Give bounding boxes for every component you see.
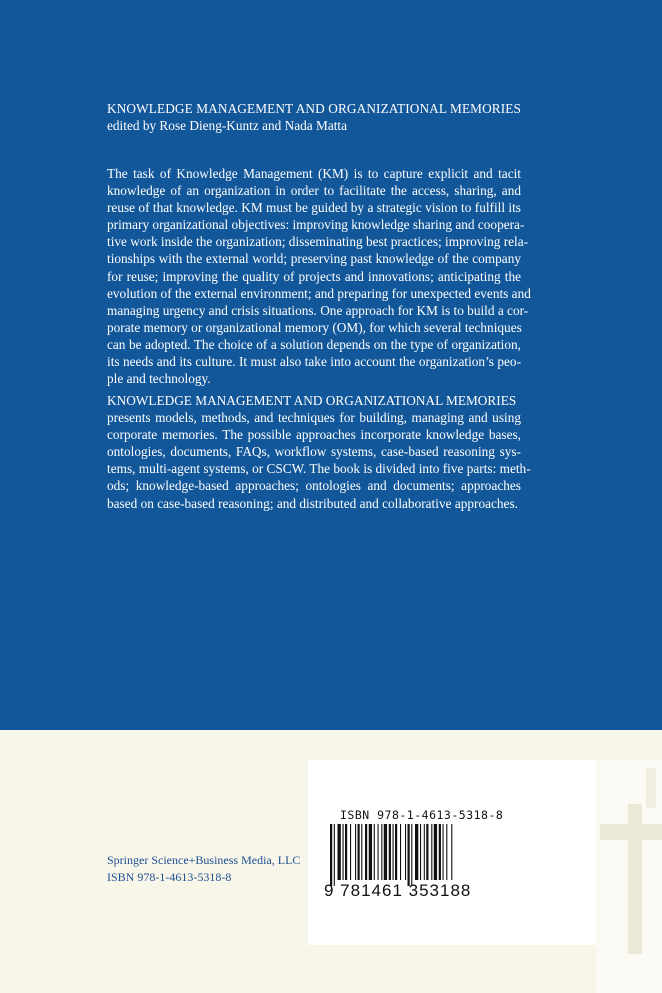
barcode-bar — [361, 824, 362, 880]
paragraph-line: porate memory or organizational memory (OM), for which several techniques — [107, 319, 522, 335]
barcode-bar — [400, 824, 401, 880]
barcode-bar — [405, 824, 406, 880]
paragraph-line: tive work inside the organization; disseminating best practices; improving rela- — [107, 234, 529, 250]
paragraph-line: The task of Knowledge Management (KM) is to capture explicit and tacit — [107, 166, 521, 181]
paragraph-line: KNOWLEDGE MANAGEMENT AND ORGANIZATIONAL MEMORIES — [107, 393, 517, 408]
barcode-bar — [434, 824, 437, 880]
paragraph-line: ontologies, documents, FAQs, workflow systems, case-based reasoning sys- — [107, 444, 521, 460]
barcode-bar — [443, 824, 444, 880]
paragraph-line: ods; knowledge-based approaches; ontologies and documents; approaches — [107, 478, 521, 494]
barcode-bar — [446, 824, 447, 880]
paragraph-line: ple and technology. — [107, 371, 211, 387]
paragraph-line: managing urgency and crisis situations. One approach for KM is to build a cor- — [107, 302, 529, 318]
barcode-bar — [369, 824, 372, 880]
barcode-bar — [378, 824, 379, 880]
barcode-bar — [374, 824, 375, 880]
barcode-bar — [384, 824, 387, 880]
barcode-bar — [393, 824, 394, 880]
barcode-bar — [439, 824, 441, 880]
barcode-bar — [343, 824, 344, 880]
barcode-bar — [431, 824, 432, 880]
barcode-bar — [411, 824, 412, 886]
description-paragraph-2 — [107, 392, 531, 512]
paragraph-line: primary organizational objectives: improving knowledge sharing and coopera- — [107, 217, 525, 233]
paragraph-line: based on case-based reasoning; and distributed and collaborative approaches. — [107, 495, 518, 511]
barcode-bar — [389, 824, 391, 880]
paragraph-line: can be adopted. The choice of a solution depends on the type of organization, — [107, 336, 521, 352]
barcode-bar — [350, 824, 351, 880]
barcode-bar — [334, 824, 335, 886]
barcode-bar — [426, 824, 428, 880]
barcode-icon — [330, 824, 490, 886]
paragraph-line: corporate memories. The possible approaches incorporate knowledge bases, — [107, 427, 521, 443]
paragraph-line: evolution of the external environment; and preparing for unexpected events and — [107, 285, 531, 301]
barcode-bar — [395, 824, 397, 880]
paragraph-line: presents models, methods, and techniques for building, managing and using — [107, 410, 521, 426]
paragraph-line: its needs and its culture. It must also take into account the organization’s peo- — [107, 354, 521, 370]
publisher-isbn: ISBN 978-1-4613-5318-8 — [107, 870, 232, 884]
paragraph-line: tionships with the external world; preserving past knowledge of the company — [107, 251, 521, 267]
book-title: KNOWLEDGE MANAGEMENT AND ORGANIZATIONAL MEMORIES — [107, 101, 522, 116]
barcode-bar — [338, 824, 341, 880]
barcode-bar — [345, 824, 347, 880]
barcode-bar — [424, 824, 425, 880]
editors-line: edited by Rose Dieng-Kuntz and Nada Matta — [107, 118, 348, 133]
publisher-name: Springer Science+Business Media, LLC — [107, 853, 301, 867]
barcode-bar — [355, 824, 356, 880]
springer-horse-logo — [596, 760, 662, 993]
barcode-bar — [358, 824, 360, 880]
logo-strip — [596, 760, 662, 993]
paragraph-line: knowledge of an organization in order to facilitate the access, sharing, and — [107, 183, 521, 199]
description-paragraph-1 — [107, 165, 531, 387]
paragraph-line: reuse of that knowledge. KM must be guided by a strategic vision to fulfill its — [107, 200, 521, 216]
paragraph-line: for reuse; improving the quality of projects and innovations; anticipating the — [107, 268, 521, 284]
paragraph-line: tems, multi-agent systems, or CSCW. The book is divided into five parts: meth- — [107, 461, 531, 477]
barcode-bar — [365, 824, 367, 880]
barcode-bar — [415, 824, 418, 880]
barcode-bar — [330, 824, 332, 886]
barcode-bar — [451, 824, 452, 880]
publisher-block — [107, 852, 300, 886]
title-block — [107, 100, 527, 134]
barcode-bar — [408, 824, 410, 886]
barcode-bar — [420, 824, 421, 880]
barcode-digits: 9 781461 353188 — [324, 881, 472, 900]
barcode-bar — [381, 824, 382, 880]
barcode-isbn-label: ISBN 978-1-4613-5318-8 — [340, 808, 504, 822]
